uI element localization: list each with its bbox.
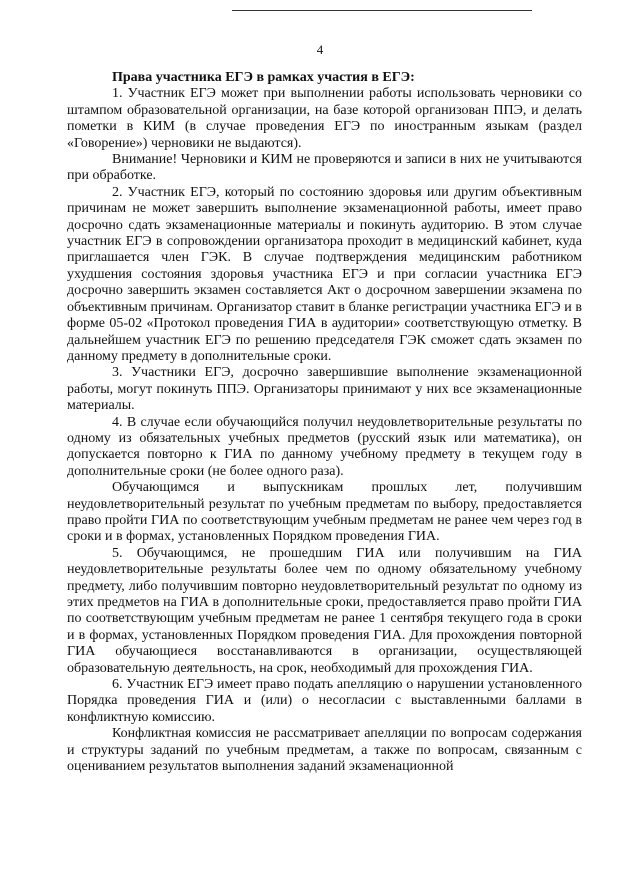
paragraph-6: 6. Участник ЕГЭ имеет право подать апелляцию о нарушении установленного Порядка проведения ГИА и (или) о несогласии с выставленными баллами в конфликтную комиссию. bbox=[67, 677, 582, 725]
paragraph-3: 3. Участники ЕГЭ, досрочно завершившие выполнение экзаменационной работы, могут покинуть ППЭ. Организаторы принимают у них все экзаменационные материалы. bbox=[67, 365, 582, 414]
paragraph-note: Внимание! Черновики и КИМ не проверяются и записи в них не учитываются при обработке. bbox=[67, 152, 582, 184]
section-heading: Права участника ЕГЭ в рамках участия в ЕГЭ: bbox=[112, 70, 415, 85]
top-rule bbox=[232, 10, 532, 11]
document-body bbox=[67, 70, 582, 775]
paragraph-1: 1. Участник ЕГЭ может при выполнении работы использовать черновики со штампом образовательной организации, на базе которой организован ППЭ, и делать пометки в КИМ (в случае проведения ЕГЭ по иностранным языкам (раздел «Говорение») черновики не выдаются). bbox=[67, 86, 582, 151]
paragraph-2: 2. Участник ЕГЭ, который по состоянию здоровья или другим объективным причинам не может завершить выполнение экзаменационной работы, имеет право досрочно сдать экзаменационные материалы и покинуть аудиторию. В этом случае участник ЕГЭ в сопровождении организатора проходит в медицинский кабинет, куда приглашается член ГЭК. В случае подтверждения медицинским работником ухудшения состояния здоровья участника ЕГЭ и при согласии участника ЕГЭ досрочно завершить экзамен составляется Акт о досрочном завершении экзамена по объективным причинам. Организатор ставит в бланке регистрации участника ЕГЭ и в форме 05-02 «Протокол проведения ГИА в аудитории» соответствующую отметку. В дальнейшем участник ЕГЭ по решению председателя ГЭК сможет сдать экзамен по данному предмету в дополнительные сроки. bbox=[67, 184, 582, 364]
paragraph-4-continued: Обучающимся и выпускникам прошлых лет, получившим неудовлетворительный результат по учебным предметам по выбору, предоставляется право пройти ГИА по соответствующим учебным предметам не ранее чем через год в сроки и в формах, установленных Порядком проведения ГИА. bbox=[67, 480, 582, 545]
paragraph-4: 4. В случае если обучающийся получил неудовлетворительные результаты по одному из обязательных учебных предметов (русский язык или математика), он допускается повторно к ГИА по данному учебному предмету в текущем году в дополнительные сроки (не более одного раза). bbox=[67, 414, 582, 479]
paragraph-6-continued: Конфликтная комиссия не рассматривает апелляции по вопросам содержания и структуры заданий по учебным предметам, а также по вопросам, связанным с оцениванием результатов выполнения заданий экзаменационной bbox=[67, 726, 582, 775]
page-number: 4 bbox=[316, 42, 324, 57]
paragraph-5: 5. Обучающимся, не прошедшим ГИА или получившим на ГИА неудовлетворительные результаты более чем по одному обязательному учебному предмету, либо получившим повторно неудовлетворительный результат по одному из этих предметов на ГИА в дополнительные сроки, предоставляется право пройти ГИА по соответствующим учебным предметам не ранее 1 сентября текущего года в сроки и в формах, установленных Порядком проведения ГИА. Для прохождения повторной ГИА обучающиеся восстанавливаются в организации, осуществляющей образовательную деятельность, на срок, необходимый для прохождения ГИА. bbox=[67, 545, 582, 676]
